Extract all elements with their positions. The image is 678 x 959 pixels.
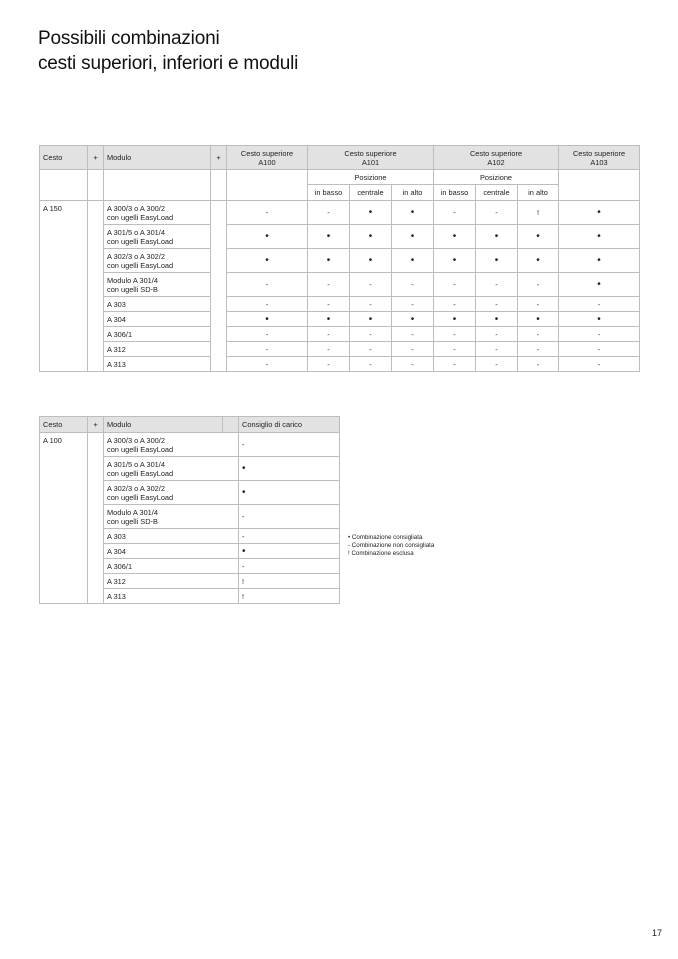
- value-cell: [239, 433, 340, 457]
- table-header-row: [40, 417, 340, 433]
- excluded-mark: !: [536, 208, 540, 217]
- modulo-line: A 300/3 o A 300/2: [107, 435, 165, 445]
- not-recommended-mark: -: [327, 329, 330, 339]
- value-cell: [350, 273, 392, 297]
- value-cell: [392, 225, 434, 249]
- value-cell: [476, 273, 518, 297]
- table-row: [40, 273, 640, 297]
- value-cell: [239, 544, 340, 559]
- value-cell: [559, 312, 640, 327]
- not-recommended-mark: -: [411, 359, 414, 369]
- position-label-a101: Posizione: [308, 170, 434, 185]
- not-recommended-mark: -: [327, 359, 330, 369]
- recommended-mark: •: [597, 231, 601, 242]
- not-recommended-mark: -: [369, 359, 372, 369]
- position-in-alto: in alto: [392, 185, 434, 201]
- value-cell: [476, 342, 518, 357]
- empty-cell: [211, 170, 227, 201]
- modulo-cell: [104, 544, 239, 559]
- header-cesto-a100: [227, 146, 308, 170]
- modulo-line: A 300/3 o A 300/2: [107, 203, 165, 213]
- excluded-mark: !: [242, 591, 245, 601]
- value-cell: [227, 249, 308, 273]
- empty-cell: [88, 433, 104, 604]
- value-cell: [518, 297, 559, 312]
- recommended-mark: •: [265, 255, 269, 266]
- header-line: A101: [361, 157, 380, 167]
- modulo-cell: [104, 225, 211, 249]
- empty-cell: [223, 417, 239, 433]
- value-cell: [559, 327, 640, 342]
- recommended-mark: •: [326, 255, 331, 266]
- position-label-a102: Posizione: [434, 170, 559, 185]
- modulo-line: A 312: [107, 576, 126, 586]
- value-cell: [476, 201, 518, 225]
- value-cell: [227, 201, 308, 225]
- header-modulo: Modulo: [104, 146, 211, 170]
- modulo-line: con ugelli EasyLoad: [107, 260, 174, 270]
- value-cell: [476, 249, 518, 273]
- page-number: 17: [652, 928, 663, 938]
- recommended-mark: •: [326, 231, 331, 242]
- position-in-alto: in alto: [518, 185, 559, 201]
- recommended-mark: •: [368, 313, 373, 325]
- modulo-line: con ugelli EasyLoad: [107, 212, 174, 222]
- excluded-mark: !: [242, 576, 245, 586]
- modulo-line: A 303: [107, 531, 126, 541]
- not-recommended-mark: -: [453, 329, 456, 339]
- not-recommended-mark: -: [495, 299, 498, 309]
- header-cesto-a101: [308, 146, 434, 170]
- value-cell: [434, 312, 476, 327]
- recommended-mark: •: [326, 313, 331, 325]
- empty-cell: [88, 201, 104, 372]
- header-cesto: Cesto: [40, 146, 88, 170]
- modulo-line: A 312: [107, 344, 126, 354]
- not-recommended-mark: -: [536, 280, 540, 289]
- recommended-mark: •: [368, 231, 373, 242]
- modulo-cell: [104, 297, 211, 312]
- recommended-mark: •: [536, 255, 540, 266]
- value-cell: [434, 225, 476, 249]
- modulo-line: Modulo A 301/4: [107, 275, 158, 285]
- value-cell: [239, 505, 340, 529]
- value-cell: [239, 529, 340, 544]
- empty-cell: [211, 201, 227, 372]
- value-cell: [559, 342, 640, 357]
- header-cesto-a102: [434, 146, 559, 170]
- not-recommended-mark: -: [536, 329, 540, 339]
- modulo-line: A 304: [107, 314, 126, 324]
- value-cell: [518, 201, 559, 225]
- header-line: Cesto superiore: [344, 148, 397, 158]
- legend-item-recommended: • Combinazione consigliata: [348, 534, 423, 541]
- value-cell: [227, 273, 308, 297]
- combinations-table-a150: [39, 145, 640, 372]
- table-row: [40, 433, 340, 457]
- value-cell: [392, 297, 434, 312]
- value-cell: [239, 481, 340, 505]
- table-row: [40, 312, 640, 327]
- value-cell: [559, 357, 640, 372]
- table-row: [40, 327, 640, 342]
- not-recommended-mark: -: [453, 344, 456, 354]
- value-cell: [434, 273, 476, 297]
- recommended-mark: •: [242, 545, 246, 557]
- not-recommended-mark: -: [327, 344, 330, 354]
- recommended-mark: •: [265, 231, 269, 242]
- not-recommended-mark: -: [265, 359, 269, 369]
- position-in-basso: in basso: [308, 185, 350, 201]
- header-plus: +: [88, 417, 104, 433]
- position-row: [40, 170, 640, 185]
- value-cell: [350, 201, 392, 225]
- modulo-cell: [104, 529, 239, 544]
- not-recommended-mark: -: [369, 329, 372, 339]
- recommended-mark: •: [597, 255, 601, 266]
- value-cell: [308, 273, 350, 297]
- not-recommended-mark: -: [327, 280, 330, 289]
- position-centrale: centrale: [476, 185, 518, 201]
- modulo-cell: [104, 589, 239, 604]
- modulo-line: con ugelli EasyLoad: [107, 492, 174, 502]
- value-cell: [392, 273, 434, 297]
- value-cell: [518, 225, 559, 249]
- value-cell: [476, 312, 518, 327]
- value-cell: [476, 297, 518, 312]
- value-cell: [434, 297, 476, 312]
- recommended-mark: •: [494, 255, 499, 266]
- value-cell: [434, 249, 476, 273]
- recommended-mark: •: [597, 313, 601, 325]
- header-line: Cesto superiore: [469, 148, 523, 158]
- not-recommended-mark: -: [265, 208, 269, 217]
- header-line: A100: [258, 157, 276, 167]
- table-row: [40, 225, 640, 249]
- value-cell: [392, 312, 434, 327]
- recommended-mark: •: [452, 255, 457, 266]
- value-cell: [350, 249, 392, 273]
- value-cell: [518, 342, 559, 357]
- loading-advice-table-a100: [39, 416, 340, 604]
- value-cell: [476, 327, 518, 342]
- not-recommended-mark: -: [265, 344, 269, 354]
- not-recommended-mark: -: [369, 280, 372, 289]
- modulo-cell: [104, 327, 211, 342]
- header-cesto: Cesto: [40, 417, 88, 433]
- value-cell: [239, 589, 340, 604]
- recommended-mark: •: [494, 313, 499, 325]
- cesto-cell: A 150: [40, 201, 88, 372]
- not-recommended-mark: -: [453, 280, 456, 289]
- modulo-cell: [104, 433, 239, 457]
- not-recommended-mark: -: [265, 299, 269, 309]
- value-cell: [308, 327, 350, 342]
- value-cell: [476, 225, 518, 249]
- modulo-line: A 313: [107, 591, 126, 601]
- not-recommended-mark: -: [411, 299, 414, 309]
- value-cell: [227, 312, 308, 327]
- modulo-line: A 302/3 o A 302/2: [107, 251, 165, 261]
- modulo-line: A 302/3 o A 302/2: [107, 483, 165, 493]
- recommended-mark: •: [410, 207, 415, 218]
- page-title-line-1: Possibili combinazioni: [38, 28, 220, 49]
- recommended-mark: •: [265, 313, 269, 325]
- page-title-line-2: cesti superiori, inferiori e moduli: [38, 53, 299, 74]
- modulo-cell: [104, 342, 211, 357]
- modulo-line: con ugelli SD-B: [107, 284, 158, 294]
- value-cell: [559, 249, 640, 273]
- not-recommended-mark: -: [453, 208, 456, 217]
- value-cell: [518, 357, 559, 372]
- value-cell: [559, 297, 640, 312]
- value-cell: [350, 357, 392, 372]
- modulo-cell: [104, 481, 239, 505]
- modulo-cell: [104, 273, 211, 297]
- value-cell: [308, 312, 350, 327]
- header-plus: +: [88, 146, 104, 170]
- not-recommended-mark: -: [536, 344, 540, 354]
- cesto-cell: A 100: [40, 433, 88, 604]
- value-cell: [350, 312, 392, 327]
- value-cell: [434, 327, 476, 342]
- table-row: [40, 201, 640, 225]
- modulo-line: A 306/1: [107, 561, 133, 571]
- not-recommended-mark: -: [369, 344, 372, 354]
- not-recommended-mark: -: [242, 561, 245, 571]
- modulo-line: con ugelli EasyLoad: [107, 468, 174, 478]
- position-centrale: centrale: [350, 185, 392, 201]
- value-cell: [392, 327, 434, 342]
- value-cell: [239, 559, 340, 574]
- legend: [348, 534, 434, 558]
- modulo-cell: [104, 457, 239, 481]
- value-cell: [350, 342, 392, 357]
- not-recommended-mark: -: [536, 359, 540, 369]
- not-recommended-mark: -: [495, 208, 498, 217]
- value-cell: [476, 357, 518, 372]
- table-row: [40, 357, 640, 372]
- not-recommended-mark: -: [597, 344, 601, 354]
- recommended-mark: •: [536, 313, 540, 325]
- empty-cell: [40, 170, 88, 201]
- recommended-mark: •: [410, 231, 415, 242]
- value-cell: [308, 225, 350, 249]
- modulo-line: A 301/5 o A 301/4: [107, 459, 165, 469]
- value-cell: [559, 273, 640, 297]
- value-cell: [308, 249, 350, 273]
- recommended-mark: •: [242, 463, 246, 474]
- value-cell: [518, 312, 559, 327]
- value-cell: [227, 342, 308, 357]
- modulo-line: con ugelli EasyLoad: [107, 444, 174, 454]
- not-recommended-mark: -: [597, 299, 601, 309]
- value-cell: [392, 201, 434, 225]
- modulo-line: A 301/5 o A 301/4: [107, 227, 165, 237]
- not-recommended-mark: -: [495, 329, 498, 339]
- modulo-line: A 313: [107, 359, 126, 369]
- recommended-mark: •: [452, 231, 457, 242]
- value-cell: [559, 201, 640, 225]
- recommended-mark: •: [597, 279, 601, 290]
- value-cell: [308, 342, 350, 357]
- header-cesto-a103: [559, 146, 640, 170]
- value-cell: [434, 201, 476, 225]
- not-recommended-mark: -: [327, 208, 330, 217]
- not-recommended-mark: -: [495, 280, 498, 289]
- value-cell: [518, 327, 559, 342]
- recommended-mark: •: [452, 313, 457, 325]
- table-header-row: [40, 146, 640, 170]
- value-cell: [227, 357, 308, 372]
- value-cell: [559, 225, 640, 249]
- value-cell: [227, 297, 308, 312]
- not-recommended-mark: -: [411, 329, 414, 339]
- not-recommended-mark: -: [242, 512, 245, 521]
- page-title: [38, 26, 298, 76]
- value-cell: [227, 225, 308, 249]
- value-cell: [434, 357, 476, 372]
- not-recommended-mark: -: [242, 531, 245, 541]
- value-cell: [392, 342, 434, 357]
- table-row: [40, 342, 640, 357]
- position-in-basso: in basso: [434, 185, 476, 201]
- modulo-cell: [104, 201, 211, 225]
- modulo-cell: [104, 357, 211, 372]
- header-consiglio: Consiglio di carico: [239, 417, 340, 433]
- not-recommended-mark: -: [597, 359, 601, 369]
- recommended-mark: •: [597, 207, 601, 218]
- not-recommended-mark: -: [265, 329, 269, 339]
- value-cell: [308, 201, 350, 225]
- modulo-line: A 306/1: [107, 329, 133, 339]
- value-cell: [392, 249, 434, 273]
- value-cell: [308, 357, 350, 372]
- value-cell: [434, 342, 476, 357]
- modulo-cell: [104, 574, 239, 589]
- modulo-cell: [104, 505, 239, 529]
- not-recommended-mark: -: [495, 344, 498, 354]
- modulo-line: A 304: [107, 546, 126, 556]
- value-cell: [350, 225, 392, 249]
- legend-item-not-recommended: - Combinazione non consigliata: [348, 542, 435, 549]
- value-cell: [518, 249, 559, 273]
- value-cell: [392, 357, 434, 372]
- modulo-cell: [104, 559, 239, 574]
- legend-item-excluded: ! Combinazione esclusa: [348, 550, 414, 557]
- recommended-mark: •: [410, 313, 415, 325]
- loading-advice-table-a100-body: [40, 417, 340, 604]
- value-cell: [239, 457, 340, 481]
- empty-cell: [227, 170, 308, 201]
- recommended-mark: •: [368, 255, 373, 266]
- modulo-line: Modulo A 301/4: [107, 507, 158, 517]
- modulo-cell: [104, 312, 211, 327]
- header-modulo: Modulo: [104, 417, 223, 433]
- header-line: A103: [590, 157, 608, 167]
- recommended-mark: •: [242, 487, 246, 498]
- value-cell: [308, 297, 350, 312]
- table-row: [40, 297, 640, 312]
- value-cell: [518, 273, 559, 297]
- empty-cell: [559, 170, 640, 201]
- header-line: Cesto superiore: [240, 148, 294, 158]
- empty-cell: [104, 170, 211, 201]
- not-recommended-mark: -: [536, 299, 540, 309]
- header-plus: +: [211, 146, 227, 170]
- not-recommended-mark: -: [495, 359, 498, 369]
- header-line: Cesto superiore: [572, 148, 626, 158]
- not-recommended-mark: -: [327, 299, 330, 309]
- not-recommended-mark: -: [411, 280, 414, 289]
- modulo-line: con ugelli SD-B: [107, 516, 158, 526]
- modulo-line: A 303: [107, 299, 126, 309]
- recommended-mark: •: [368, 207, 373, 218]
- value-cell: [350, 327, 392, 342]
- modulo-cell: [104, 249, 211, 273]
- recommended-mark: •: [494, 231, 499, 242]
- header-line: A102: [487, 157, 505, 167]
- combinations-table-a150-body: [40, 146, 640, 372]
- not-recommended-mark: -: [265, 280, 269, 289]
- not-recommended-mark: -: [411, 344, 414, 354]
- modulo-line: con ugelli EasyLoad: [107, 236, 174, 246]
- not-recommended-mark: -: [453, 359, 456, 369]
- not-recommended-mark: -: [242, 440, 245, 449]
- not-recommended-mark: -: [453, 299, 456, 309]
- value-cell: [239, 574, 340, 589]
- empty-cell: [88, 170, 104, 201]
- table-row: [40, 249, 640, 273]
- recommended-mark: •: [536, 231, 540, 242]
- not-recommended-mark: -: [369, 299, 372, 309]
- value-cell: [350, 297, 392, 312]
- value-cell: [227, 327, 308, 342]
- not-recommended-mark: -: [597, 329, 601, 339]
- recommended-mark: •: [410, 255, 415, 266]
